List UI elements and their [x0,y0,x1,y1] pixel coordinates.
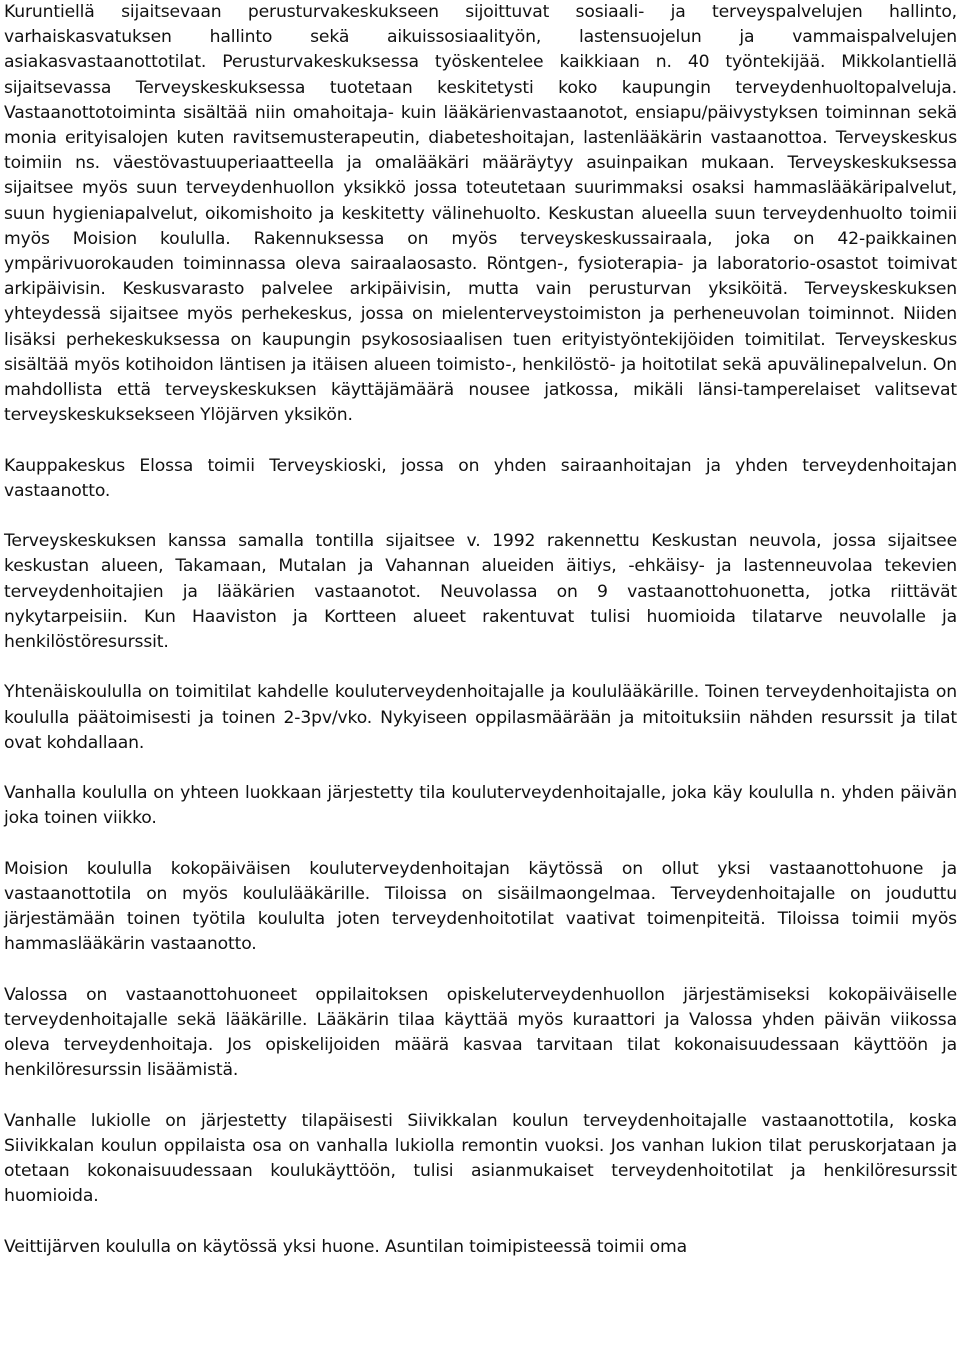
paragraph-unified-school: Yhtenäiskoululla on toimitilat kahdelle kouluterveydenhoitajalle ja koululääkärille. Toinen terveydenhoitajista on koululla päätoimisesti ja toinen 2-3pv/vko. Nykyiseen oppilasmäärään ja mitoituksiin nähden resurssit ja tilat ovat kohdallaan. [4,682,957,753]
paragraph-valo: Valossa on vastaanottohuoneet oppilaitoksen opiskeluterveydenhuollon järjestämiseksi kokopäiväiselle terveydenhoitajalle sekä lääkärille. Lääkärin tilaa käyttää myös kuraattori ja Valossa yhden päivän viikossa oleva terveydenhoitaja. Jos opiskelijoiden määrä kasvaa tarvitaan tilat kokonaisuudessaan käyttöön ja henkilöresurssin lisäämistä. [4,984,957,1081]
paragraph-health-kiosk: Kauppakeskus Elossa toimii Terveyskioski, jossa on yhden sairaanhoitajan ja yhden terveydenhoitajan vastaanotto. [4,455,957,501]
document-page [4,0,957,1285]
paragraph-old-school: Vanhalla koululla on yhteen luokkaan järjestetty tila kouluterveydenhoitajalle, joka käy koululla n. yhden päivän joka toinen viikko. [4,783,957,829]
paragraph-maternity-clinic: Terveyskeskuksen kanssa samalla tontilla sijaitsee v. 1992 rakennettu Keskustan neuvola, jossa sijaitsee keskustan alueen, Takamaan, Mutalan ja Vahannan alueiden äitiys, -ehkäisy- ja lastenneuvolaa tekevien terveydenhoitajien ja lääkärien vastaanotot. Neuvolassa on 9 vastaanottohuonetta, jotka riittävät nykytarpeisiin. Kun Haaviston ja Kortteen alueet rakentuvat tulisi huomioida tilatarve neuvolalle ja henkilöstöresurssit. [4,531,957,653]
paragraph-moisio-school: Moision koululla kokopäiväisen kouluterveydenhoitajan käytössä on ollut yksi vastaanottohuone ja vastaanottotila on myös koululääkärille. Tiloissa on sisäilmaongelmaa. Terveydenhoitajalle on jouduttu järjestämään toinen työtila koululta joten terveydenhoitotilat vaativat toimenpiteitä. Tiloissa toimii myös hammaslääkärin vastaanotto. [4,858,957,955]
paragraph-veittijarvi-school: Veittijärven koululla on käytössä yksi huone. Asuntilan toimipisteessä toimii oma [4,1236,687,1257]
paragraph-old-high-school: Vanhalle lukiolle on järjestetty tilapäisesti Siivikkalan koulun terveydenhoitajalle vastaanottotila, koska Siivikkalan koulun oppilaista osa on vanhalla lukiolla remontin vuoksi. Jos vanhan lukion tilat peruskorjataan ja otetaan kokonaisuudessaan koulukäyttöön, tulisi asianmukaiset terveydenhoitotilat ja henkilöresurssit huomioida. [4,1110,957,1207]
paragraph-health-services-overview: Kuruntiellä sijaitsevaan perusturvakeskukseen sijoittuvat sosiaali- ja terveyspalvelujen hallinto, varhaiskasvatuksen hallinto sekä aikuissosiaalityön, lastensuojelun ja vammaispalvelujen asiakasvastaanottotilat. Perusturvakeskuksessa työskentelee kaikkiaan n. 40 työntekijää. Mikkolantiellä sijaitsevassa Terveyskeskuksessa tuotetaan keskitetysti koko kaupungin terveydenhuoltopalveluja. Vastaanottotoiminta sisältää niin omahoitaja- kuin lääkärienvastaanotot, ensiapu/päivystyksen toiminnan sekä monia erityisalojen kuten ravitsemusterapeutin, diabeteshoitajan, lastenlääkärin vastaanottoa. Terveyskeskus toimiin ns. väestövastuuperiaatteella ja omalääkäri määräytyy asuinpaikan mukaan. Terveyskeskuksessa sijaitsee myös suun terveydenhuollon yksikkö jossa toteutetaan suurimmaksi osaksi hammaslääkäripalvelut, suun hygieniapalvelut, oikomishoito ja keskitetty välinehuolto. Keskustan alueella suun terveydenhuolto toimii myös Moision koululla. Rakennuksessa on myös terveyskeskussairaala, joka on 42-paikkainen ympärivuorokauden toiminnassa oleva sairaalaosasto. Röntgen-, fysioterapia- ja laboratorio-osastot toimivat arkipäivisin. Keskusvarasto palvelee arkipäivisin, mutta vain perusturvan yksiköitä. Terveyskeskuksen yhteydessä sijaitsee myös perhekeskus, jossa on mielenterveystoimiston ja perheneuvolan toiminnot. Niiden lisäksi perhekeskuksessa on kaupungin psykososiaalisen tuen erityistyöntekijöiden toimitilat. Terveyskeskus sisältää myös kotihoidon läntisen ja itäisen alueen toimisto-, henkilöstö- ja hoitotilat sekä apuvälinepalvelun. On mahdollista että terveyskeskuksen käyttäjämäärä nousee jatkossa, mikäli länsi-tamperelaiset valitsevat terveyskeskuksekseen Ylöjärven yksikön. [4,2,957,426]
